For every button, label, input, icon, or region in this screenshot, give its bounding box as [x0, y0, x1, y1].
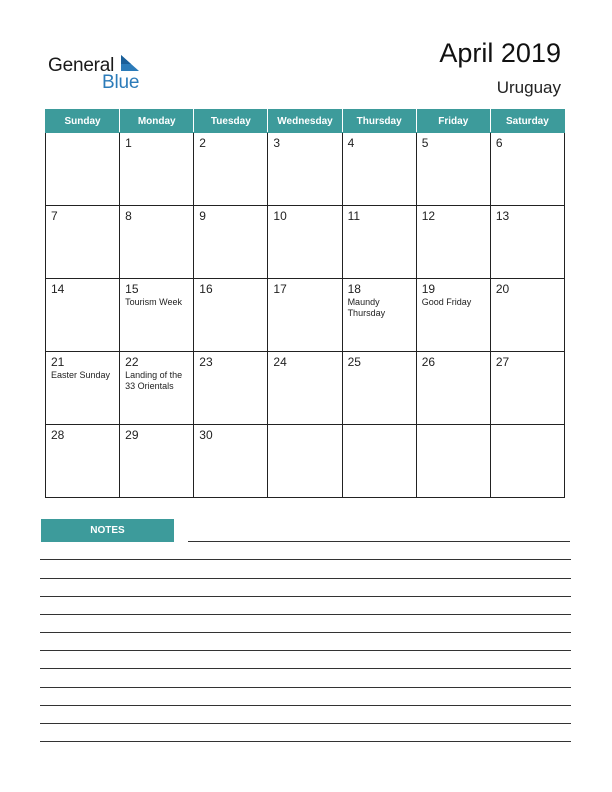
day-cell-content — [120, 133, 193, 154]
day-number: 16 — [199, 282, 213, 296]
day-cell — [120, 352, 194, 425]
day-cell — [46, 425, 120, 498]
day-cell — [342, 425, 416, 498]
day-cell-content — [268, 279, 341, 300]
day-cell-content — [120, 425, 193, 446]
day-cell-content — [417, 279, 490, 311]
day-cell-content — [120, 206, 193, 227]
generalblue-logo — [48, 53, 158, 93]
day-cell-content — [46, 279, 119, 300]
logo-text-general: General — [48, 55, 115, 76]
day-cell-content — [194, 279, 267, 300]
day-number: 13 — [495, 209, 510, 223]
day-cell-content — [194, 206, 267, 227]
notes-line — [40, 705, 571, 706]
day-cell — [416, 352, 490, 425]
notes-label: NOTES — [41, 519, 174, 542]
day-cell-content — [46, 133, 119, 140]
day-number: 4 — [347, 136, 355, 150]
day-cell — [194, 279, 268, 352]
day-cell — [194, 352, 268, 425]
day-cell — [416, 425, 490, 498]
day-number: 24 — [273, 355, 287, 369]
day-cell — [46, 133, 120, 206]
notes-line — [40, 614, 571, 615]
day-cell-content — [343, 206, 416, 227]
day-number: 3 — [273, 136, 281, 150]
weekday-header-row — [46, 110, 565, 133]
day-cell-content — [491, 425, 564, 432]
day-number: 21 — [51, 355, 65, 369]
day-cell — [268, 425, 342, 498]
day-number: 11 — [347, 209, 361, 223]
day-number: 14 — [51, 282, 65, 296]
day-cell — [342, 206, 416, 279]
week-row — [46, 133, 565, 206]
weekday-header: Thursday — [342, 110, 416, 133]
day-cell — [490, 133, 564, 206]
notes-line — [40, 741, 571, 742]
holiday-label: Good Friday — [421, 297, 472, 307]
holiday-label: Maundy Thursday — [347, 297, 386, 318]
day-cell-content — [491, 279, 564, 300]
logo-text-blue: Blue — [102, 72, 140, 93]
day-number: 30 — [199, 428, 213, 442]
day-cell — [490, 352, 564, 425]
day-number: 1 — [125, 136, 132, 150]
day-cell — [120, 279, 194, 352]
weekday-header: Tuesday — [194, 110, 268, 133]
day-cell-content — [268, 425, 341, 432]
day-cell-content — [343, 133, 416, 154]
day-cell — [490, 206, 564, 279]
notes-line — [40, 687, 571, 688]
calendar-body — [46, 133, 565, 498]
day-cell — [46, 279, 120, 352]
day-cell-content — [268, 352, 341, 373]
day-number: 5 — [421, 136, 429, 150]
day-cell-content — [46, 425, 119, 446]
notes-line — [188, 541, 570, 542]
day-cell-content — [268, 133, 341, 154]
day-cell — [416, 133, 490, 206]
day-number: 25 — [347, 355, 361, 369]
day-cell-content — [491, 352, 564, 373]
day-cell-content — [343, 279, 416, 322]
day-cell — [342, 352, 416, 425]
day-number: 20 — [495, 282, 510, 296]
day-number: 12 — [421, 209, 436, 223]
day-cell — [416, 206, 490, 279]
day-cell — [268, 206, 342, 279]
day-number: 6 — [495, 136, 503, 150]
notes-line — [40, 650, 571, 651]
day-number: 26 — [421, 355, 436, 369]
day-number: 10 — [273, 209, 287, 223]
weekday-header: Wednesday — [268, 110, 342, 133]
day-cell — [342, 133, 416, 206]
day-number: 7 — [51, 209, 58, 223]
day-cell — [120, 425, 194, 498]
notes-line — [40, 668, 571, 669]
day-number: 8 — [125, 209, 132, 223]
day-cell-content — [46, 206, 119, 227]
day-cell-content — [120, 352, 193, 395]
day-number: 15 — [125, 282, 139, 296]
day-cell-content — [417, 133, 490, 154]
day-number: 29 — [125, 428, 139, 442]
notes-line — [40, 559, 571, 560]
day-cell — [46, 206, 120, 279]
day-cell — [268, 133, 342, 206]
week-row — [46, 279, 565, 352]
day-number: 23 — [199, 355, 213, 369]
day-cell — [490, 279, 564, 352]
day-number: 22 — [125, 355, 139, 369]
day-cell — [416, 279, 490, 352]
day-cell — [120, 133, 194, 206]
day-cell-content — [417, 206, 490, 227]
day-cell-content — [491, 206, 564, 227]
day-cell — [120, 206, 194, 279]
weekday-header: Saturday — [490, 110, 564, 133]
day-number: 19 — [421, 282, 436, 296]
day-number: 2 — [199, 136, 206, 150]
day-cell — [268, 279, 342, 352]
day-cell-content — [417, 425, 490, 432]
day-cell — [342, 279, 416, 352]
day-cell — [194, 425, 268, 498]
day-cell — [46, 352, 120, 425]
day-cell — [268, 352, 342, 425]
notes-line — [40, 596, 571, 597]
notes-line — [40, 723, 571, 724]
day-cell-content — [194, 133, 267, 154]
holiday-label: Easter Sunday — [51, 370, 111, 380]
notes-line — [40, 632, 571, 633]
day-cell — [194, 133, 268, 206]
calendar-grid — [45, 109, 565, 498]
week-row — [46, 425, 565, 498]
day-cell-content — [120, 279, 193, 311]
day-number: 28 — [51, 428, 65, 442]
page-title: April 2019 — [439, 38, 561, 68]
day-number: 17 — [273, 282, 287, 296]
weekday-header: Monday — [120, 110, 194, 133]
day-number: 18 — [347, 282, 361, 296]
logo-triangle-icon — [119, 53, 141, 73]
day-cell-content — [491, 133, 564, 154]
weekday-header: Sunday — [46, 110, 120, 133]
day-cell-content — [417, 352, 490, 373]
holiday-label: Landing of the 33 Orientals — [125, 370, 183, 391]
day-cell — [490, 425, 564, 498]
day-cell-content — [194, 352, 267, 373]
weekday-header: Friday — [416, 110, 490, 133]
day-number: 9 — [199, 209, 206, 223]
country-name: Uruguay — [496, 78, 561, 97]
week-row — [46, 352, 565, 425]
day-cell-content — [268, 206, 341, 227]
day-cell-content — [46, 352, 119, 384]
day-cell-content — [343, 352, 416, 373]
notes-line — [40, 578, 571, 579]
week-row — [46, 206, 565, 279]
holiday-label: Tourism Week — [125, 297, 182, 307]
day-cell-content — [194, 425, 267, 446]
day-cell — [194, 206, 268, 279]
day-number: 27 — [495, 355, 510, 369]
day-cell-content — [343, 425, 416, 432]
